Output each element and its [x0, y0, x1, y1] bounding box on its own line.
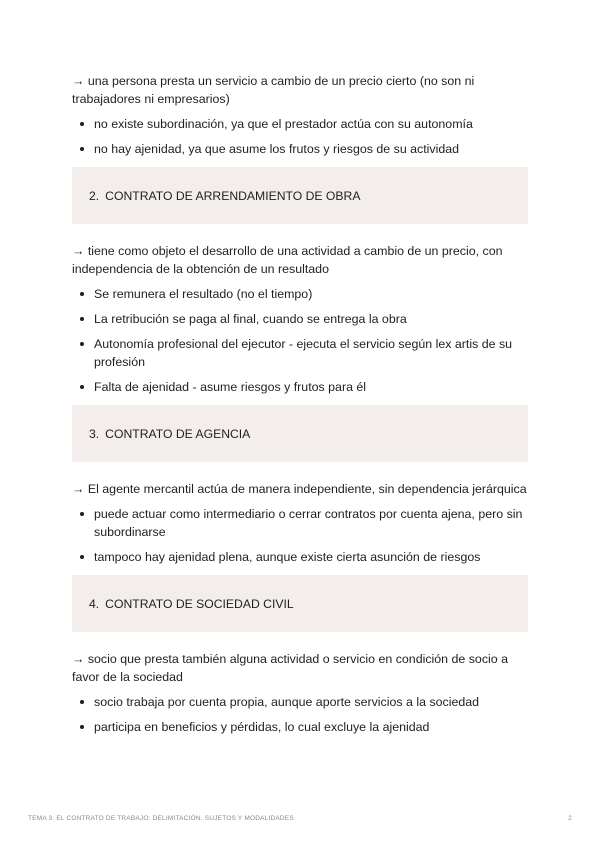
section-title: CONTRATO DE ARRENDAMIENTO DE OBRA: [105, 188, 361, 203]
section-paragraph: → tiene como objeto el desarrollo de una actividad a cambio de un precio, con independencia de la obtención de un resultado: [72, 244, 503, 276]
section-number: 2.: [89, 188, 100, 203]
page-number: 2: [568, 815, 572, 822]
section-bullet-list: [72, 285, 528, 396]
bullet-item: socio trabaja por cuenta propia, aunque aporte servicios a la sociedad: [72, 693, 528, 711]
section-bullet-list: [72, 505, 528, 566]
bullet-item: participa en beneficios y pérdidas, lo cual excluye la ajenidad: [72, 718, 528, 736]
section-bullet-list: [72, 693, 528, 736]
intro-bullet-list: [72, 115, 528, 158]
bullet-item: Falta de ajenidad - asume riesgos y frutos para él: [72, 378, 528, 396]
section-heading-agencia: [72, 405, 528, 462]
bullet-item: puede actuar como intermediario o cerrar contratos por cuenta ajena, pero sin subordinarse: [72, 505, 528, 541]
section-title: CONTRATO DE AGENCIA: [105, 426, 251, 441]
section-title: CONTRATO DE SOCIEDAD CIVIL: [105, 596, 294, 611]
document-body: [72, 72, 528, 743]
bullet-item: Autonomía profesional del ejecutor - ejecuta el servicio según lex artis de su profesión: [72, 335, 528, 371]
intro-paragraph: → una persona presta un servicio a cambio de un precio cierto (no son ni trabajadores ni empresarios): [72, 74, 475, 106]
bullet-item: no hay ajenidad, ya que asume los frutos y riesgos de su actividad: [72, 140, 528, 158]
bullet-item: tampoco hay ajenidad plena, aunque existe cierta asunción de riesgos: [72, 548, 528, 566]
bullet-item: no existe subordinación, ya que el prestador actúa con su autonomía: [72, 115, 528, 133]
section-paragraph: → El agente mercantil actúa de manera independiente, sin dependencia jerárquica: [72, 482, 527, 496]
footer-title: TEMA 3. EL CONTRATO DE TRABAJO: DELIMITACIÓN, SUJETOS Y MODALIDADES: [28, 815, 294, 822]
bullet-item: Se remunera el resultado (no el tiempo): [72, 285, 528, 303]
section-number: 3.: [89, 426, 100, 441]
page-footer: [28, 810, 572, 828]
section-number: 4.: [89, 596, 100, 611]
bullet-item: La retribución se paga al final, cuando se entrega la obra: [72, 310, 528, 328]
section-heading-sociedad-civil: [72, 575, 528, 632]
section-paragraph: → socio que presta también alguna actividad o servicio en condición de socio a favor de la sociedad: [72, 652, 508, 684]
section-heading-arrendamiento-obra: [72, 167, 528, 224]
